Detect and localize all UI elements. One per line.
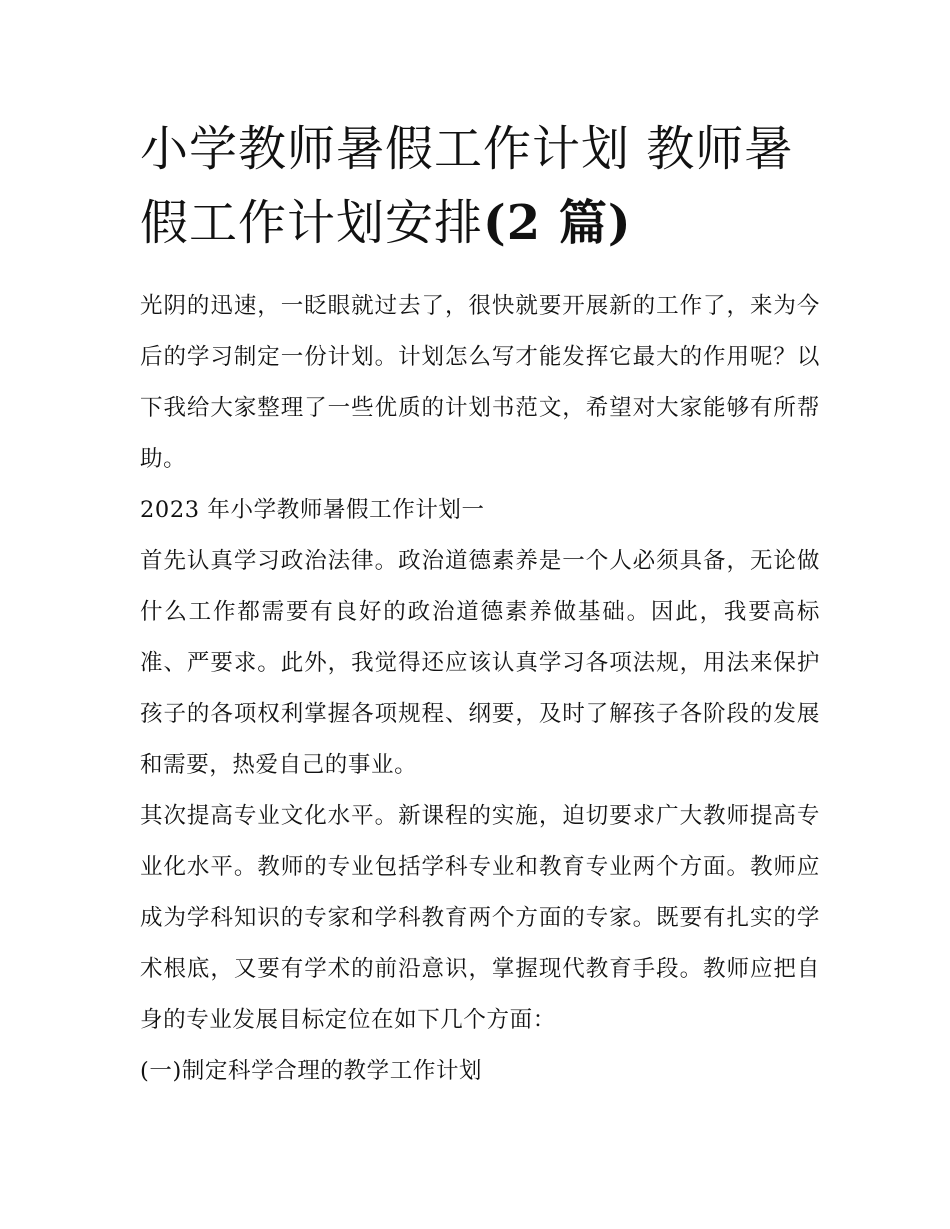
body-paragraph-politics: 首先认真学习政治法律。政治道德素养是一个人必须具备，无论做什么工作都需要有良好的政治道德素养做基础。因此，我要高标准、严要求。此外，我觉得还应该认真学习各项法规，用法来保护孩子的各项权利掌握各项规程、纲要，及时了解孩子各阶段的发展和需要，热爱自己的事业。	[140, 548, 820, 778]
section-heading: 2023 年小学教师暑假工作计划一	[140, 497, 485, 523]
document-title-count: (2 篇)	[483, 195, 632, 251]
document-title-text: 小学教师暑假工作计划 教师暑假工作计划安排	[140, 121, 794, 251]
subsection-heading: (一)制定科学合理的教学工作计划	[140, 1058, 483, 1084]
document-body	[140, 281, 820, 1097]
document-title	[140, 112, 820, 260]
intro-paragraph: 光阴的迅速，一眨眼就过去了，很快就要开展新的工作了，来为今后的学习制定一份计划。计划怎么写才能发挥它最大的作用呢？以下我给大家整理了一些优质的计划书范文，希望对大家能够有所帮助。	[140, 293, 820, 472]
body-paragraph-professional: 其次提高专业文化水平。新课程的实施，迫切要求广大教师提高专业化水平。教师的专业包括学科专业和教育专业两个方面。教师应成为学科知识的专家和学科教育两个方面的专家。既要有扎实的学术根底，又要有学术的前沿意识，掌握现代教育手段。教师应把自身的专业发展目标定位在如下几个方面：	[140, 803, 820, 1033]
